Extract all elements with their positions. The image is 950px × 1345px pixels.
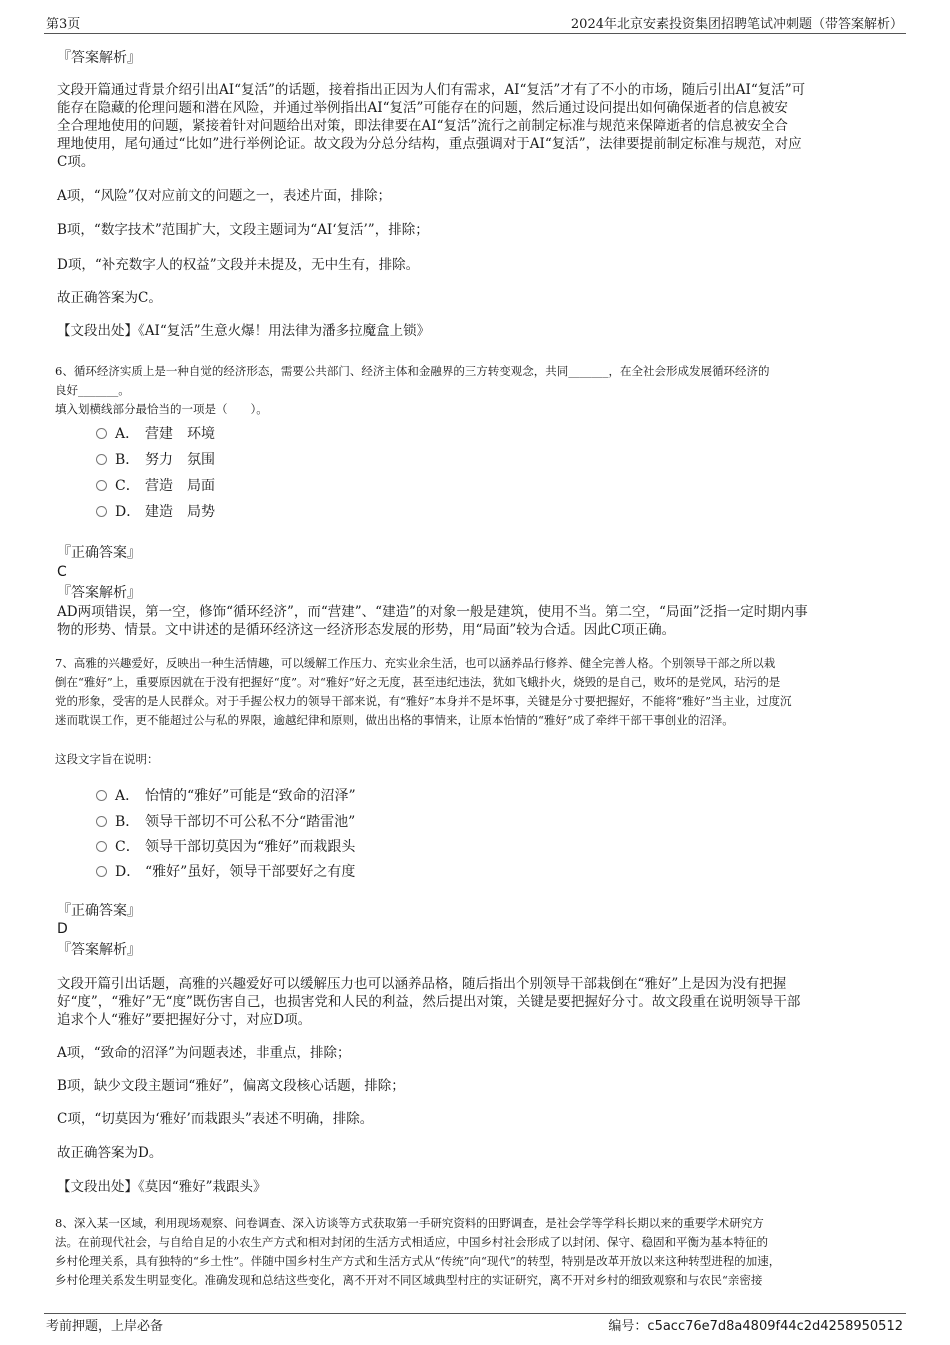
radio-icon[interactable] xyxy=(96,480,107,491)
q7-stem-line: 党的形象，受害的是人民群众。对于手握公权力的领导干部来说，有“雅好”本身并不是坏事，关键是分寸要把握好，不能将“雅好”当主业，过度沉 xyxy=(55,694,792,708)
q6-stem-line: 良好_______。 xyxy=(55,383,130,397)
q8-stem xyxy=(55,1214,893,1290)
footer-slogan: 考前押题，上岸必备 xyxy=(46,1319,164,1334)
radio-icon[interactable] xyxy=(96,790,107,801)
q5-analysis xyxy=(57,81,893,171)
footer-divider xyxy=(44,1313,906,1314)
q7-analysis-line: 好“度”，“雅好”无“度”既伤害自己，也损害党和人民的利益，然后提出对策，关键是要把握好分寸。故文段重在说明领导干部 xyxy=(57,994,801,1010)
footer-code xyxy=(608,1315,903,1334)
q6-correct-answer: C xyxy=(57,564,67,580)
q5-option-a-note: A项，“风险”仅对应前文的问题之一，表述片面，排除； xyxy=(57,188,392,204)
q6-option-b[interactable]: B． 努力 氛围 xyxy=(96,450,215,470)
document-title: 2024年北京安素投资集团招聘笔试冲刺题（带答案解析） xyxy=(570,17,903,32)
q6-option-d[interactable]: D． 建造 局势 xyxy=(96,502,215,522)
q7-analysis xyxy=(57,975,893,1029)
q7-stem-line: 7、高雅的兴趣爱好，反映出一种生活情趣，可以缓解工作压力、充实业余生活，也可以涵养品行修养、健全完善人格。个别领导干部之所以栽 xyxy=(55,656,776,670)
q7-option-b-note: B项，缺少文段主题词“雅好”，偏离文段核心话题，排除； xyxy=(57,1078,405,1094)
q7-analysis-line: 追求个人“雅好”要把握好分寸，对应D项。 xyxy=(57,1012,312,1028)
q6-analysis-line: 物的形势、情景。文中讲述的是循环经济这一经济形态发展的形势，用“局面”较为合适。因此C项正确。 xyxy=(57,622,676,638)
q8-stem-line: 乡村伦理关系发生明显变化。准确发现和总结这些变化，离不开对不同区域典型村庄的实证研究，离不开对乡村的细致观察和与农民“亲密接 xyxy=(55,1273,763,1287)
radio-icon[interactable] xyxy=(96,841,107,852)
q5-source: 【文段出处】《AI“复活”生意火爆！用法律为潘多拉魔盒上锁》 xyxy=(57,323,431,339)
q7-analysis-line: 文段开篇引出话题，高雅的兴趣爱好可以缓解压力也可以涵养品格，随后指出个别领导干部栽倒在“雅好”上是因为没有把握 xyxy=(57,976,787,992)
q7-stem-line: 迷而耽误工作，更不能超过公与私的界限，逾越纪律和原则，做出出格的事情来，让原本怡情的“雅好”成了牵绊干部干事创业的沼泽。 xyxy=(55,713,734,727)
q7-stem xyxy=(55,654,893,730)
q6-analysis xyxy=(57,603,893,639)
q7-stem-line: 倒在“雅好”上，重要原因就在于没有把握好“度”。对“雅好”好之无度，甚至违纪违法，犹如飞蛾扑火，烧毁的是自己，败坏的是党风，玷污的是 xyxy=(55,675,781,689)
q5-conclusion: 故正确答案为C。 xyxy=(57,290,162,306)
q8-stem-line: 8、深入某一区域，利用现场观察、问卷调查、深入访谈等方式获取第一手研究资料的田野调查，是社会学等学科长期以来的重要学术研究方 xyxy=(55,1216,764,1230)
q7-option-d[interactable]: D． “雅好”虽好，领导干部要好之有度 xyxy=(96,862,355,882)
radio-icon[interactable] xyxy=(96,454,107,465)
header-divider xyxy=(44,33,906,34)
q8-stem-line: 乡村伦理关系，具有独特的“乡土性”。伴随中国乡村生产方式和生活方式从“传统”向“现代”的转型，特别是改革开放以来这种转型进程的加速， xyxy=(55,1254,781,1268)
q7-source: 【文段出处】《莫因“雅好”栽跟头》 xyxy=(57,1179,267,1195)
q5-option-d-note: D项，“补充数字人的权益”文段并未提及，无中生有，排除。 xyxy=(57,257,420,273)
radio-icon[interactable] xyxy=(96,866,107,877)
q5-analysis-line: 全合理地使用的问题，紧接着针对问题给出对策，即法律要在AI“复活”流行之前制定标准与规范来保障逝者的信息被安全合 xyxy=(57,118,788,134)
q7-prompt: 这段文字旨在说明： xyxy=(55,752,159,766)
q7-option-c[interactable]: C． 领导干部切莫因为“雅好”而栽跟头 xyxy=(96,837,355,857)
footer-code-value: c5acc76e7d8a4809f44c2d4258950512 xyxy=(647,1319,903,1334)
q7-correct-label: 『正确答案』 xyxy=(57,903,141,919)
q6-analysis-label: 『答案解析』 xyxy=(57,585,141,601)
q5-analysis-line: 能存在隐藏的伦理问题和潜在风险，并通过举例指出AI“复活”可能存在的问题，然后通过设问提出如何确保逝者的信息被安 xyxy=(57,100,788,116)
q5-analysis-line: 理地使用，尾句通过“比如”进行举例论证。故文段为分总分结构，重点强调对于AI“复活”，法律要提前制定标准与规范，对应 xyxy=(57,136,802,152)
q6-stem xyxy=(55,362,893,419)
q6-option-c[interactable]: C． 营造 局面 xyxy=(96,476,215,496)
page-number: 第3页 xyxy=(46,17,81,32)
q6-analysis-line: AD两项错误，第一空，修饰“循环经济”，而“营建”、“建造”的对象一般是建筑，使用不当。第二空，“局面”泛指一定时期内事 xyxy=(57,604,808,620)
radio-icon[interactable] xyxy=(96,428,107,439)
q6-option-a[interactable]: A． 营建 环境 xyxy=(96,424,215,444)
radio-icon[interactable] xyxy=(96,816,107,827)
q7-option-b[interactable]: B． 领导干部切不可公私不分“踏雷池” xyxy=(96,812,355,832)
q5-analysis-line: C项。 xyxy=(57,154,95,170)
q5-option-b-note: B项，“数字技术”范围扩大，文段主题词为“AI‘复活’”，排除； xyxy=(57,222,429,238)
radio-icon[interactable] xyxy=(96,506,107,517)
q5-analysis-line: 文段开篇通过背景介绍引出AI“复活”的话题，接着指出正因为人们有需求，AI“复活”才有了不小的市场，随后引出AI“复活”可 xyxy=(57,82,806,98)
q7-option-c-note: C项，“切莫因为‘雅好’而栽跟头”表述不明确，排除。 xyxy=(57,1111,374,1127)
q7-option-a[interactable]: A． 怡情的“雅好”可能是“致命的沼泽” xyxy=(96,786,356,806)
q7-analysis-label: 『答案解析』 xyxy=(57,942,141,958)
q8-stem-line: 法。在前现代社会，与自给自足的小农生产方式和相对封闭的生活方式相适应，中国乡村社会形成了以封闭、保守、稳固和平衡为基本特征的 xyxy=(55,1235,768,1249)
q7-conclusion: 故正确答案为D。 xyxy=(57,1145,163,1161)
q5-analysis-label: 『答案解析』 xyxy=(57,50,141,66)
q7-correct-answer: D xyxy=(57,921,68,937)
q6-stem-line: 6、循环经济实质上是一种自觉的经济形态，需要公共部门、经济主体和金融界的三方转变观念，共同_______，在全社会形成发展循环经济的 xyxy=(55,364,770,378)
q6-stem-line: 填入划横线部分最恰当的一项是（ ）。 xyxy=(55,402,268,416)
q7-option-a-note: A项，“致命的沼泽”为问题表述，非重点，排除； xyxy=(57,1045,351,1061)
q6-correct-label: 『正确答案』 xyxy=(57,545,141,561)
footer-code-label: 编号： xyxy=(608,1319,648,1334)
